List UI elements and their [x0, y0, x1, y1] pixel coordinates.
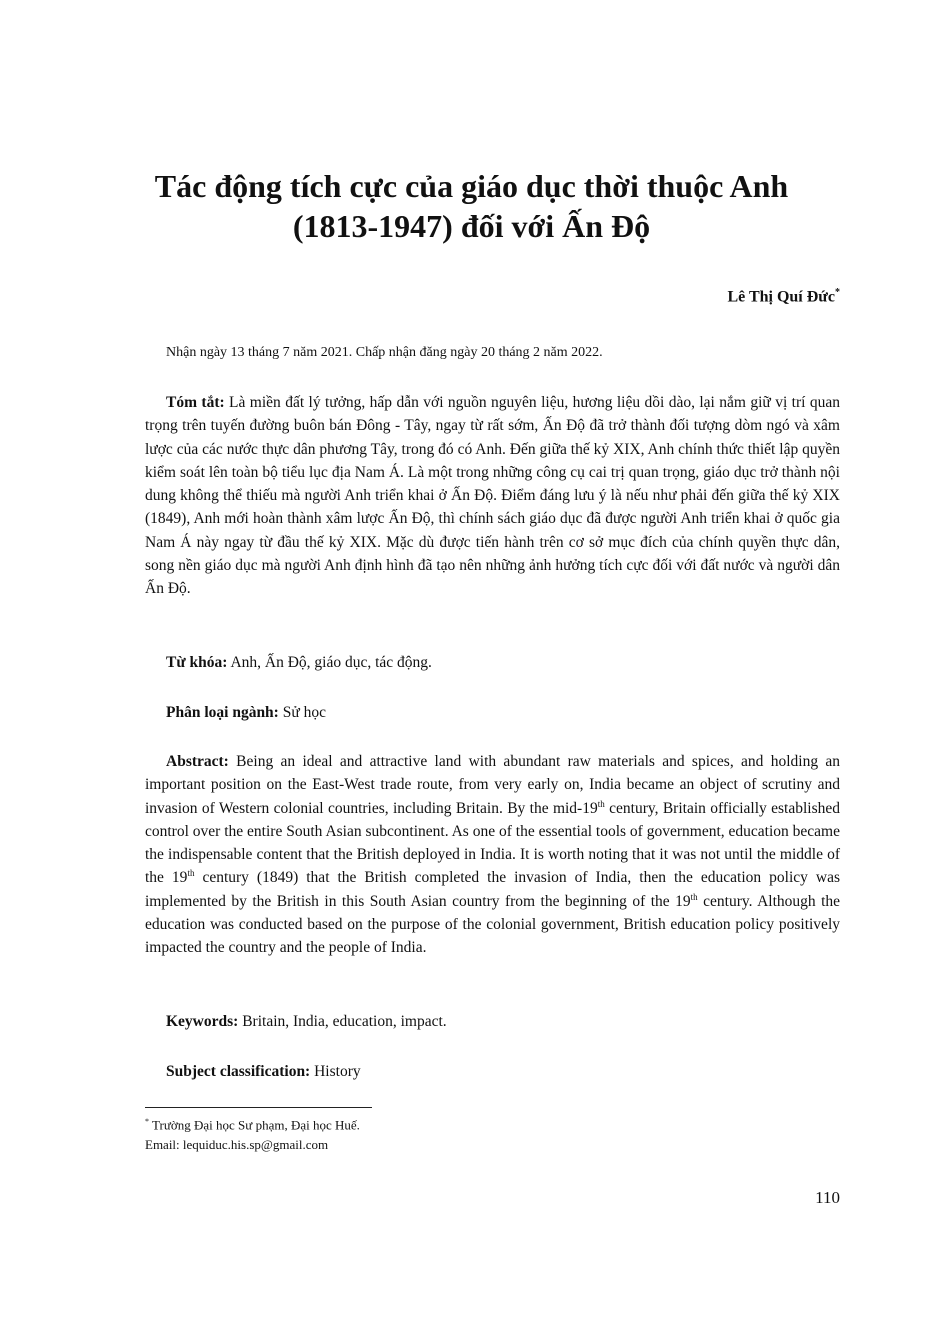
footnote-affiliation [145, 1117, 360, 1133]
vi-keywords-text: Anh, Ấn Độ, giáo dục, tác động. [230, 654, 432, 671]
page-number: 110 [815, 1188, 840, 1207]
en-subject-label: Subject classification: [166, 1063, 311, 1080]
author-name-text: Lê Thị Quí Đức [727, 288, 835, 306]
vietnamese-abstract [145, 391, 840, 601]
english-subject [166, 1063, 361, 1081]
en-keywords-text: Britain, India, education, impact. [242, 1013, 447, 1030]
vi-abstract-label: Tóm tắt: [166, 394, 225, 411]
vi-subject-label: Phân loại ngành: [166, 704, 279, 721]
en-abstract-part-3: century (1849) that the British completed the invasion of India, then the education policy was implemented by the British in this South Asian country from the beginning of the 19 [145, 869, 840, 910]
ordinal-suffix-1: th [597, 798, 605, 809]
en-abstract-label: Abstract: [166, 753, 229, 770]
received-dates: Nhận ngày 13 tháng 7 năm 2021. Chấp nhận đăng ngày 20 tháng 2 năm 2022. [166, 345, 603, 360]
article-title [0, 166, 943, 246]
vi-subject-text: Sử học [282, 704, 327, 721]
footnote-mark: * [145, 1117, 149, 1126]
vi-keywords-label: Từ khóa: [166, 654, 228, 671]
footnote-divider [145, 1107, 372, 1108]
en-keywords-label: Keywords: [166, 1013, 239, 1030]
ordinal-suffix-2: th [187, 868, 195, 879]
author-footnote-mark: * [835, 287, 840, 298]
footnote-email: Email: lequiduc.his.sp@gmail.com [145, 1137, 329, 1152]
vietnamese-subject [166, 704, 326, 722]
en-abstract-part-4: century. Although the education was conducted based on the purpose of the colonial government, British education policy positively impacted the country and the people of India. [145, 892, 841, 957]
title-line-2: (1813-1947) đối với Ấn Độ [292, 208, 651, 244]
ordinal-suffix-3: th [690, 891, 698, 902]
en-subject-text: History [314, 1063, 361, 1080]
en-abstract-part-2: century, Britain officially established control over the entire South Asian subcontinent. As one of the essential tools of government, education became the indispensable content that the British deployed in India. It is worth noting that it was not until the middle of the 19 [145, 799, 841, 887]
footnote-affiliation-text: Trường Đại học Sư phạm, Đại học Huế. [152, 1117, 360, 1133]
title-line-1: Tác động tích cực của giáo dục thời thuộc Anh [154, 168, 789, 204]
vi-abstract-text: Là miền đất lý tưởng, hấp dẫn với nguồn nguyên liệu, hương liệu dồi dào, lại nắm giữ vị trí quan trọng trên tuyến đường buôn bán Đông - Tây, ngay từ rất sớm, Ấn Độ đã trở thành đối tượng dòm ngó và xâm lược của các nước thực dân phương Tây, trong đó có Anh. Đến giữa thế kỷ XIX, Anh chính thức thiết lập quyền kiểm soát lên toàn bộ tiểu lục địa Nam Á. Là một trong những công cụ cai trị quan trọng, giáo dục trở thành nội dung không thể thiếu mà người Anh triển khai ở Ấn Độ. Điểm đáng lưu ý là nếu như phải đến giữa thế kỷ XIX (1849), Anh mới hoàn thành xâm lược Ấn Độ, thì chính sách giáo dục đã được người Anh triển khai ở quốc gia Nam Á này ngay từ đầu thế kỷ XIX. Mặc dù được tiến hành trên cơ sở mục đích của chính quyền thực dân, song nền giáo dục mà người Anh định hình đã tạo nên những ảnh hưởng tích cực đối với đất nước và người dân Ấn Độ. [145, 394, 840, 598]
author-name [727, 287, 840, 306]
english-abstract [145, 750, 840, 960]
english-keywords [166, 1013, 447, 1031]
vietnamese-keywords [166, 654, 432, 672]
en-abstract-part-1: Being an ideal and attractive land with abundant raw materials and spices, and holding an important position on the East-West trade route, from very early on, India became an object of scrutiny and invasion of Western colonial countries, including Britain. By the mid-19 [145, 753, 841, 817]
